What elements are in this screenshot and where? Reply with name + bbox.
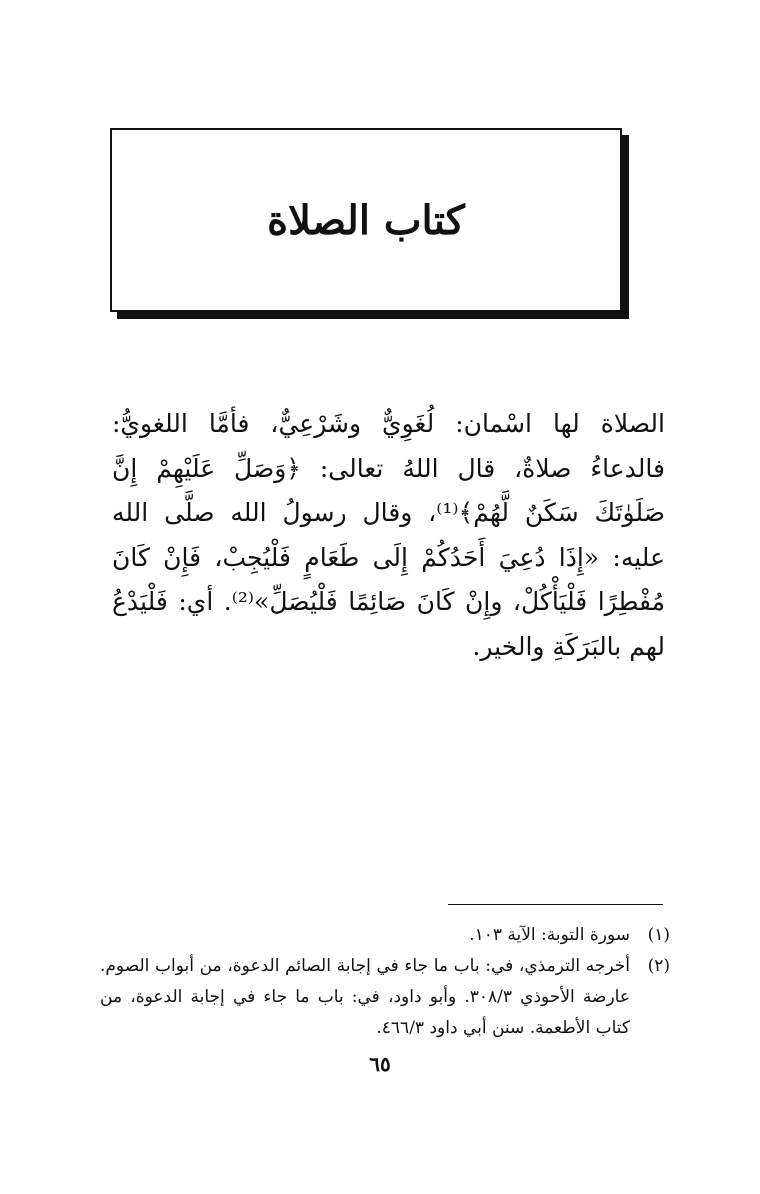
- footnote-number: (١): [647, 925, 670, 945]
- footnote-text: أخرجه الترمذي، في: باب ما جاء في إجابة الصائم الدعوة، من أبواب الصوم. عارضة الأحوذي ٣٠٨/٣. وأبو داود، في: باب ما جاء في إجابة الدعوة، من كتاب الأطعمة. سنن أبي داود ٤٦٦/٣.: [100, 956, 630, 1038]
- page-number: ٦٥: [369, 1052, 391, 1076]
- footnote-1: [100, 920, 670, 951]
- body-paragraph: الصلاة لها اسْمان: لُغَوِيٌّ وشَرْعِيٌّ، فأمَّا اللغويُّ: فالدعاءُ صلاةٌ، قال اللهُ تعالى: ﴿وَصَلِّ عَلَيْهِمْ إِنَّ صَلَوٰتَكَ سَكَنٌ لَّهُمْ﴾⁽¹⁾، وقال رسولُ الله صلَّى الله عليه: «إِذَا دُعِيَ أَحَدُكُمْ إِلَى طَعَامٍ فَلْيُجِبْ، فَإِنْ كَانَ مُفْطِرًا فَلْيَأْكُلْ، وإِنْ كَانَ صَائِمًا فَلْيُصَلِّ»⁽²⁾. أي: فَلْيَدْعُ لهم بالبَرَكَةِ والخير.: [112, 409, 666, 661]
- footnote-number: (٢): [647, 956, 670, 976]
- footnote-separator: [448, 904, 663, 905]
- main-text: [112, 402, 665, 669]
- chapter-title-frame: [110, 128, 622, 312]
- footnotes: [100, 920, 670, 1044]
- footnote-2: [100, 951, 670, 1044]
- chapter-title: كتاب الصلاة: [267, 196, 465, 244]
- footnote-text: سورة التوبة: الآية ١٠٣.: [469, 925, 630, 945]
